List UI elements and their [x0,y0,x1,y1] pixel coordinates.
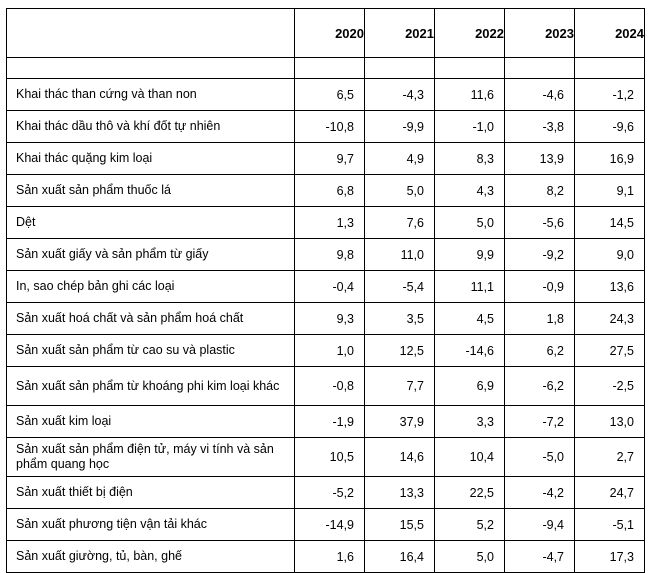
cell-2022: 9,9 [435,239,505,271]
cell-2024: -2,5 [575,367,645,406]
cell-2024: 9,1 [575,175,645,207]
table-row [7,367,645,406]
column-header-2020: 2020 [295,9,365,58]
cell-2022: 4,5 [435,303,505,335]
cell-2022: 11,1 [435,271,505,303]
cell-2020: 9,7 [295,143,365,175]
cell-2024: 13,6 [575,271,645,303]
cell-2021: -5,4 [365,271,435,303]
cell-2024: 24,7 [575,477,645,509]
table-row [7,438,645,477]
statistics-table [6,8,645,573]
column-header-2021: 2021 [365,9,435,58]
cell-2022: 22,5 [435,477,505,509]
column-header-2023: 2023 [505,9,575,58]
column-header-label [7,9,295,58]
row-label: Sản xuất thiết bị điện [7,477,295,509]
header-row [7,9,645,58]
row-label: Sản xuất sản phẩm từ khoáng phi kim loại khác [7,367,295,406]
cell-2020: 6,5 [295,79,365,111]
cell-2020: -0,8 [295,367,365,406]
table-row [7,175,645,207]
row-label: Dệt [7,207,295,239]
cell-2020: -1,9 [295,406,365,438]
row-label: Khai thác dầu thô và khí đốt tự nhiên [7,111,295,143]
cell-2021: 7,6 [365,207,435,239]
cell-2024: 27,5 [575,335,645,367]
cell-2023: -0,9 [505,271,575,303]
cell-2020: 1,3 [295,207,365,239]
row-label: Sản xuất hoá chất và sản phẩm hoá chất [7,303,295,335]
cell-2023: -9,4 [505,509,575,541]
cell-2023: -9,2 [505,239,575,271]
cell-2023: -4,6 [505,79,575,111]
spacer-cell [365,58,435,79]
cell-2022: 8,3 [435,143,505,175]
cell-2023: 8,2 [505,175,575,207]
cell-2021: 3,5 [365,303,435,335]
cell-2023: 1,8 [505,303,575,335]
cell-2022: 4,3 [435,175,505,207]
cell-2023: -5,0 [505,438,575,477]
cell-2021: 7,7 [365,367,435,406]
table-row [7,207,645,239]
cell-2024: 2,7 [575,438,645,477]
cell-2022: 5,0 [435,207,505,239]
cell-2020: 10,5 [295,438,365,477]
cell-2024: 9,0 [575,239,645,271]
cell-2021: -9,9 [365,111,435,143]
row-label: Sản xuất kim loại [7,406,295,438]
column-header-2022: 2022 [435,9,505,58]
cell-2021: 4,9 [365,143,435,175]
cell-2021: -4,3 [365,79,435,111]
row-label: Sản xuất sản phẩm điện tử, máy vi tính và sản phẩm quang học [7,438,295,477]
table-row [7,79,645,111]
cell-2020: -14,9 [295,509,365,541]
spacer-cell [7,58,295,79]
table-row [7,239,645,271]
spacer-cell [295,58,365,79]
cell-2022: 5,2 [435,509,505,541]
cell-2024: 14,5 [575,207,645,239]
cell-2022: -14,6 [435,335,505,367]
cell-2024: 16,9 [575,143,645,175]
cell-2021: 14,6 [365,438,435,477]
spacer-row [7,58,645,79]
row-label: Sản xuất giường, tủ, bàn, ghế [7,541,295,573]
cell-2020: 9,8 [295,239,365,271]
table-row [7,143,645,175]
cell-2024: 13,0 [575,406,645,438]
cell-2023: 6,2 [505,335,575,367]
cell-2023: -5,6 [505,207,575,239]
cell-2022: -1,0 [435,111,505,143]
cell-2021: 16,4 [365,541,435,573]
cell-2024: -5,1 [575,509,645,541]
row-label: Sản xuất giấy và sản phẩm từ giấy [7,239,295,271]
cell-2020: 1,0 [295,335,365,367]
cell-2024: -9,6 [575,111,645,143]
cell-2020: 1,6 [295,541,365,573]
cell-2021: 5,0 [365,175,435,207]
cell-2023: 13,9 [505,143,575,175]
row-label: In, sao chép bản ghi các loại [7,271,295,303]
cell-2023: -6,2 [505,367,575,406]
cell-2020: 9,3 [295,303,365,335]
table-row [7,541,645,573]
row-label: Sản xuất phương tiện vận tải khác [7,509,295,541]
spacer-cell [435,58,505,79]
cell-2020: -5,2 [295,477,365,509]
cell-2021: 11,0 [365,239,435,271]
cell-2023: -7,2 [505,406,575,438]
cell-2024: -1,2 [575,79,645,111]
table-body [7,58,645,573]
table-row [7,111,645,143]
cell-2022: 10,4 [435,438,505,477]
cell-2022: 11,6 [435,79,505,111]
table-row [7,406,645,438]
table-row [7,303,645,335]
table-row [7,335,645,367]
row-label: Sản xuất sản phẩm thuốc lá [7,175,295,207]
cell-2023: -4,2 [505,477,575,509]
cell-2024: 17,3 [575,541,645,573]
cell-2021: 37,9 [365,406,435,438]
cell-2020: 6,8 [295,175,365,207]
cell-2020: -0,4 [295,271,365,303]
cell-2022: 6,9 [435,367,505,406]
table-row [7,509,645,541]
table-row [7,477,645,509]
cell-2023: -4,7 [505,541,575,573]
cell-2022: 3,3 [435,406,505,438]
cell-2021: 13,3 [365,477,435,509]
cell-2021: 12,5 [365,335,435,367]
table-header [7,9,645,58]
row-label: Khai thác quặng kim loại [7,143,295,175]
column-header-2024: 2024 [575,9,645,58]
cell-2024: 24,3 [575,303,645,335]
cell-2020: -10,8 [295,111,365,143]
table-row [7,271,645,303]
cell-2023: -3,8 [505,111,575,143]
spacer-cell [505,58,575,79]
cell-2021: 15,5 [365,509,435,541]
row-label: Khai thác than cứng và than non [7,79,295,111]
cell-2022: 5,0 [435,541,505,573]
spacer-cell [575,58,645,79]
row-label: Sản xuất sản phẩm từ cao su và plastic [7,335,295,367]
